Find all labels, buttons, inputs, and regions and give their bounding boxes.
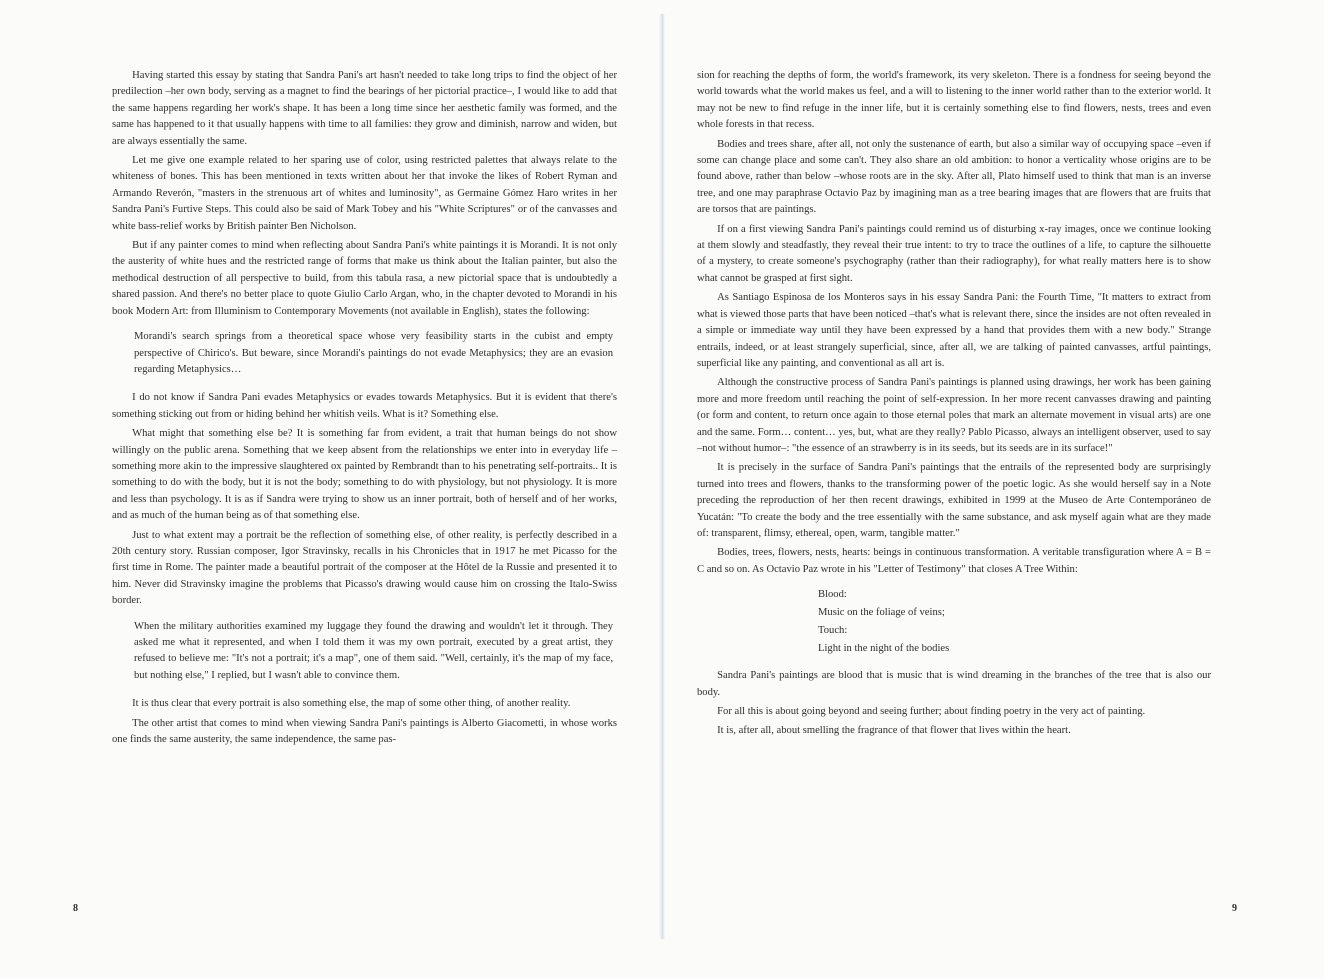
- poem-line: Touch:: [818, 625, 848, 637]
- page-number: 8: [73, 903, 78, 914]
- poem-line: Music on the foliage of veins;: [818, 607, 945, 619]
- paragraph: Bodies and trees share, after all, not only the sustenance of earth, but also a similar way of occupying space –even if some can change place and some can't. They also share an old ambition: to honor a verticality whose origins are to be found above, rather than below –whose roots are in the sky. After all, Plato himself used to think that man is an inverse tree, and one may paraphrase Octavio Paz by imagining man as a tree bearing images that are flowers that are fruits that are torsos that are paintings.: [697, 138, 1211, 216]
- poem-line: Blood:: [818, 589, 847, 601]
- poem: [818, 586, 1211, 658]
- left-page: [112, 68, 617, 751]
- poem-line: Light in the night of the bodies: [818, 643, 950, 655]
- paragraph: It is thus clear that every portrait is also something else, the map of some other thing, of another reality.: [132, 698, 571, 710]
- paragraph: Having started this essay by stating that Sandra Pani's art hasn't needed to take long trips to find the object of her predilection –her own body, serving as a magnet to find the bearings of her pictorial practice–, I would like to add that the same happens regarding her work's shape. It has been a long time since her aesthetic family was formed, and the same has happened to it that usually happens with time to all families: they grow and diminish, narrow and widen, but are always essentially the same.: [112, 70, 617, 147]
- paragraph: As Santiago Espinosa de los Monteros says in his essay Sandra Pani: the Fourth Time, "It matters to extract from what is viewed those parts that have been noticed –that's what is relevant there, since the insides are not often revealed in a simple or immediate way until they have been expressed by a hand that provides them with a new body." Strange entrails, indeed, or at least strangely superficial, since, after all, we are talking of painted canvasses, artful paintings, superficial like any painting, and conventional as all art is.: [697, 292, 1211, 369]
- book-gutter: [659, 14, 665, 939]
- page-number: 9: [1232, 903, 1237, 914]
- paragraph: Sandra Pani's paintings are blood that is music that is wind dreaming in the branches of the tree that is also our body.: [697, 670, 1211, 698]
- paragraph: What might that something else be? It is something far from evident, a trait that human beings do not show willingly on the public arena. Something that we keep absent from the relationships we enter into in everyday life –something more akin to the impressive slaughtered ox painted by Rembrandt than to his penetrating self-portraits.. It is something to do with the body, but it is not the body; something to do with physiology, but not physiology. It is more and less than psychology. It is as if Sandra were trying to show us an inner portrait, both of herself and of her works, and as much of the human being as of that something else.: [112, 428, 617, 522]
- paragraph: Although the constructive process of Sandra Pani's paintings is planned using drawings, her work has been gaining more and more freedom until reaching the point of self-expression. In her more recent canvasses drawing and painting (or form and content, to return once again to those eternal poles that mark an alternate movement in visual arts) are one and the same. Form… content… yes, but, what are they really? Pablo Picasso, always an intelligent observer, used to say –not without humor–: "the essence of an strawberry is in its seeds, but its seeds are in its surface!": [697, 377, 1211, 454]
- paragraph: For all this is about going beyond and seeing further; about finding poetry in the very act of painting.: [717, 706, 1146, 717]
- block-quote: When the military authorities examined my luggage they found the drawing and wouldn't let it through. They asked me what it represented, and when I told them it was my own portrait, executed by a great artist, they refused to believe me: "It's not a portrait; it's a map", one of them said. "Well, certainly, it's the map of my face, but nothing else," I replied, but I wasn't able to convince them.: [134, 620, 613, 681]
- paragraph: The other artist that comes to mind when viewing Sandra Pani's paintings is Alberto Giacometti, in whose works one finds the same austerity, the same independence, the same pas-: [112, 717, 617, 746]
- paragraph: If on a first viewing Sandra Pani's paintings could remind us of disturbing x-ray images, once we continue looking at them slowly and steadfastly, they reveal their true intent: to try to trace the outlines of a life, to capture the silhouette of a mystery, to create someone's psychography (rather than their radiography), for what really matters here is to show what cannot be grasped at first sight.: [697, 223, 1211, 284]
- right-page: [697, 68, 1211, 743]
- paragraph: It is precisely in the surface of Sandra Pani's paintings that the entrails of the represented body are surprisingly turned into trees and flowers, thanks to the transforming power of the poetic logic. As she would herself say in a Note preceding the reproduction of her then recent drawings, exhibited in 1999 at the Museo de Arte Contemporáneo de Yucatán: "To create the body and the tree essentially with the same substance, and ask myself again what are they made of: transparent, flimsy, ethereal, open, warm, tangible matter.": [697, 462, 1211, 539]
- paragraph: Just to what extent may a portrait be the reflection of something else, of other reality, is perfectly described in a 20th century story. Russian composer, Igor Stravinsky, recalls in his Chronicles that in 1917 he met Picasso for the first time in Rome. The painter made a beautiful portrait of the composer at the Hôtel de la Russie and presented it to him. Never did Stravinsky imagine the problems that Picasso's drawing would cause him on crossing the Italo-Swiss border.: [112, 529, 617, 607]
- paragraph: sion for reaching the depths of form, the world's framework, its very skeleton. There is a fondness for seeing beyond the world towards what the world makes us feel, and a will to listening to the inner world rather than to the exterior world. It may not be new to find refuge in the inner life, but it is certainly something else to find flowers, nests, trees and even whole forests in that recess.: [697, 70, 1211, 131]
- paragraph: I do not know if Sandra Pani evades Metaphysics or evades towards Metaphysics. But it is evident that there's something sticking out from or hiding behind her whitish veils. What is it? Something else.: [112, 392, 617, 420]
- block-quote: Morandi's search springs from a theoretical space whose very feasibility starts in the cubist and empty perspective of Chirico's. But beware, since Morandi's paintings do not evade Metaphysics; they are an evasion regarding Metaphysics…: [134, 331, 613, 375]
- paragraph: It is, after all, about smelling the fragrance of that flower that lives within the heart.: [717, 725, 1071, 737]
- paragraph: Let me give one example related to her sparing use of color, using restricted palettes that always relate to the whiteness of bones. This has been mentioned in texts written about her that invoke the likes of Robert Ryman and Armando Reverón, "masters in the strenuous art of whites and luminosity", as Germaine Gómez Haro writes in her Sandra Pani's Furtive Steps. This could also be said of Mark Tobey and his "White Scriptures" or of the canvasses and white bass-relief works by British painter Ben Nicholson.: [112, 155, 617, 232]
- paragraph: But if any painter comes to mind when reflecting about Sandra Pani's white paintings it is Morandi. It is not only the austerity of white hues and the restricted range of forms that make us think about the Italian painter, but also the methodical destruction of all perspective to build, from this tabula rasa, a new pictorial space that is undoubtedly a shared passion. And there's no better place to quote Giulio Carlo Argan, who, in the chapter devoted to Morandi in his book Modern Art: from Illuminism to Contemporary Movements (not available in English), states the following:: [112, 240, 617, 317]
- paragraph: Bodies, trees, flowers, nests, hearts: beings in continuous transformation. A veritable transfiguration where A = B = C and so on. As Octavio Paz wrote in his "Letter of Testimony" that closes A Tree Within:: [697, 547, 1211, 575]
